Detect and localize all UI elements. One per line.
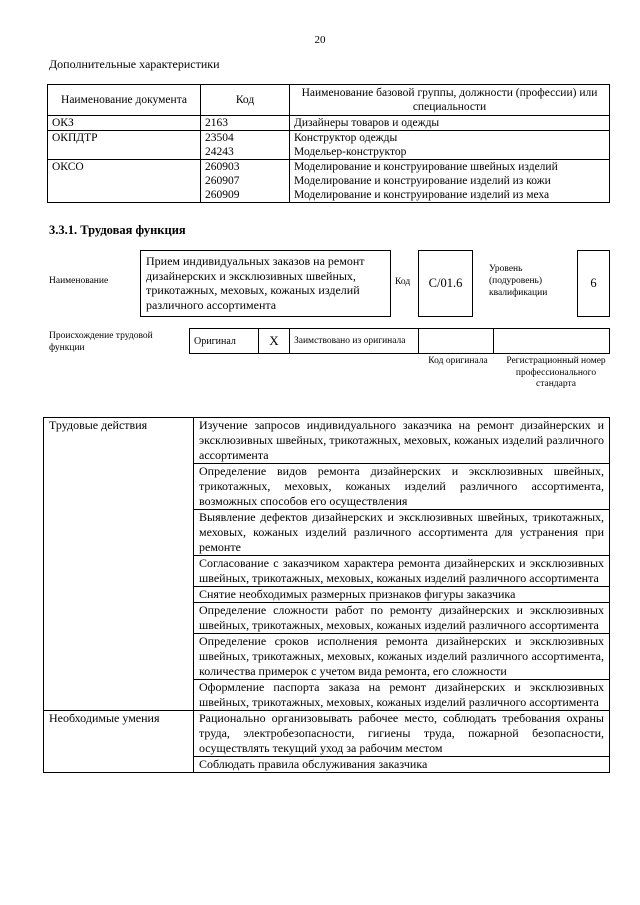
table-row	[48, 131, 610, 160]
code-cell: 260903 260907 260909	[201, 160, 290, 203]
name-label: Наименование	[49, 276, 109, 286]
reg-number-caption: Регистрационный номер профессионального стандарта	[506, 356, 606, 389]
additional-characteristics-title: Дополнительные характеристики	[49, 57, 220, 71]
reg-number-cell	[494, 329, 610, 354]
table-row	[48, 160, 610, 203]
original-code-caption: Код оригинала	[428, 356, 488, 366]
original-mark: X	[259, 329, 290, 354]
labor-action-item: Оформление паспорта заказа на ремонт дизайнерских и эксклюзивных швейных, трикотажных, меховых, кожаных изделий различного ассортимента	[194, 680, 610, 711]
header-group-name: Наименование базовой группы, должности (профессии) или специальности	[290, 85, 610, 116]
table-row	[48, 116, 610, 131]
header-document: Наименование документа	[48, 85, 201, 116]
labor-action-item: Определение сложности работ по ремонту дизайнерских и эксклюзивных швейных, трикотажных, меховых, кожаных изделий различного ассортимента	[194, 603, 610, 634]
origin-label: Происхождение трудовой функции	[49, 331, 153, 353]
labor-action-item: Выявление дефектов дизайнерских и эксклюзивных швейных, трикотажных, меховых, кожаных изделий различного ассортимента для устранения при ремонте	[194, 510, 610, 556]
actions-skills-table	[43, 417, 610, 773]
labor-action-item: Определение сроков исполнения ремонта дизайнерских и эксклюзивных швейных, трикотажных, меховых, кожаных изделий различного ассортимента, количества примерок с учетом вида ремонта, его сложности	[194, 634, 610, 680]
function-code-box: C/01.6	[418, 250, 473, 317]
borrowed-label: Заимствовано из оригинала	[290, 329, 419, 354]
skill-item: Рационально организовывать рабочее место, соблюдать требования охраны труда, электробезопасности, гигиены труда, пожарной безопасности, осуществлять текущий уход за рабочим местом	[194, 711, 610, 757]
origin-table	[189, 328, 610, 354]
labor-action-item: Согласование с заказчиком характера ремонта дизайнерских и эксклюзивных швейных, трикотажных, меховых, кожаных изделий различного ассортимента	[194, 556, 610, 587]
skills-label: Необходимые умения	[44, 711, 194, 773]
section-title: 3.3.1. Трудовая функция	[49, 223, 186, 237]
table-row	[44, 711, 610, 757]
name-cell: Дизайнеры товаров и одежды	[290, 116, 610, 131]
code-cell: 2163	[201, 116, 290, 131]
code-label: Код	[395, 277, 411, 287]
original-code-cell	[419, 329, 494, 354]
doc-cell: ОКСО	[48, 160, 201, 203]
level-label: Уровень (подуровень) квалификации	[489, 264, 548, 298]
labor-actions-label: Трудовые действия	[44, 418, 194, 711]
classifier-table	[47, 84, 610, 203]
labor-action-item: Изучение запросов индивидуального заказчика на ремонт дизайнерских и эксклюзивных швейных, трикотажных, меховых, кожаных изделий различного ассортимента	[194, 418, 610, 464]
doc-cell: ОКПДТР	[48, 131, 201, 160]
name-cell: Моделирование и конструирование швейных изделий Моделирование и конструирование изделий из кожи Моделирование и конструирование изделий из меха	[290, 160, 610, 203]
name-cell: Конструктор одежды Модельер-конструктор	[290, 131, 610, 160]
level-box: 6	[577, 250, 610, 317]
table-row	[44, 418, 610, 464]
code-cell: 23504 24243	[201, 131, 290, 160]
labor-action-item: Снятие необходимых размерных признаков фигуры заказчика	[194, 587, 610, 603]
header-code: Код	[201, 85, 290, 116]
original-label: Оригинал	[190, 329, 259, 354]
doc-cell: ОКЗ	[48, 116, 201, 131]
page-number: 20	[314, 34, 326, 46]
skill-item: Соблюдать правила обслуживания заказчика	[194, 757, 610, 773]
function-name-box: Прием индивидуальных заказов на ремонт дизайнерских и эксклюзивных швейных, трикотажных, меховых, кожаных изделий различного ассортимента	[140, 250, 391, 317]
labor-action-item: Определение видов ремонта дизайнерских и эксклюзивных швейных, трикотажных, меховых, кожаных изделий различного ассортимента, возможных способов его осуществления	[194, 464, 610, 510]
